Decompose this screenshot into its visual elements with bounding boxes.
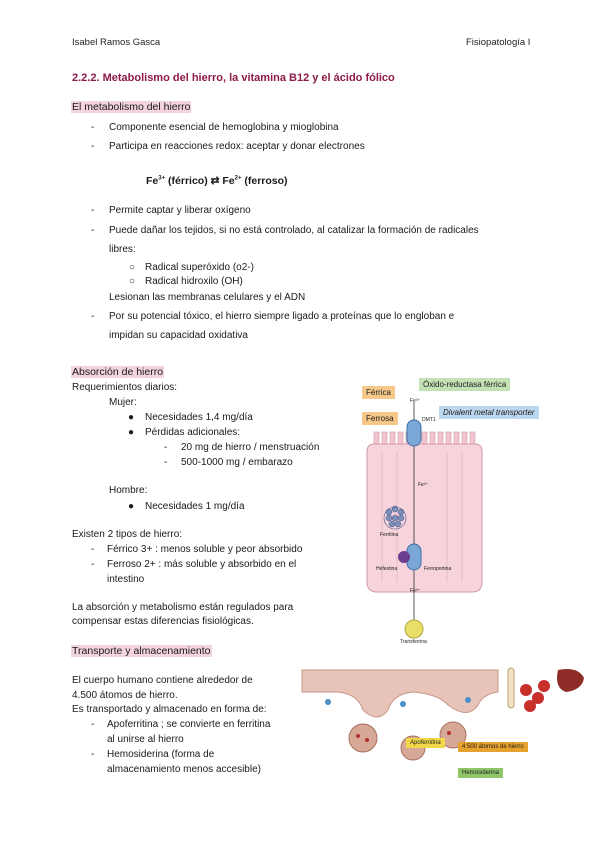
fe3-label: Fe³⁺ — [410, 398, 421, 404]
list-item: 500-1000 mg / embarazo — [181, 457, 293, 468]
hemosiderina-label: Hemosiderina — [458, 768, 503, 778]
header-author: Isabel Ramos Gasca — [72, 37, 161, 48]
dmt-label: Divalent metal transporter — [439, 406, 539, 419]
list-item: Componente esencial de hemoglobina y mioglobina — [109, 122, 339, 133]
ferroportina-label: Ferroportina — [424, 566, 452, 572]
list-item: Ferroso 2+ : más soluble y absorbido en el — [107, 559, 297, 570]
list-item: Férrico 3+ : menos soluble y peor absorbido — [107, 544, 303, 555]
list-item: Hemosiderina (forma de — [107, 749, 215, 760]
atomos-label: 4 500 átomos de hierro — [458, 742, 528, 752]
section-title: 2.2.2. Metabolismo del hierro, la vitamina B12 y el ácido fólico — [72, 72, 395, 84]
transporte-line: El cuerpo humano contiene alrededor de — [72, 675, 253, 686]
dmt1-label: DMT1 — [422, 417, 436, 423]
hombre-label: Hombre: — [109, 485, 148, 496]
heading-metabolismo: El metabolismo del hierro — [72, 101, 191, 113]
conclusion-text: La absorción y metabolismo están regulados para — [72, 602, 294, 613]
list-item: Necesidades 1,4 mg/día — [145, 412, 253, 423]
fe2-label: Fe²⁺ — [418, 482, 429, 488]
req-text: Requerimientos diarios: — [72, 382, 178, 393]
transporte-line: 4.500 átomos de hierro. — [72, 690, 178, 701]
list-item: Por su potencial tóxico, el hierro siempre ligado a proteínas que lo engloban e — [109, 311, 455, 322]
radical-item: Radical hidroxilo (OH) — [145, 276, 243, 287]
transporte-line: Es transportado y almacenado en forma de: — [72, 704, 267, 715]
transferrina-label: Transferrina — [400, 639, 427, 645]
iron-absorption-figure — [352, 372, 537, 647]
lesion-text: Lesionan las membranas celulares y el ADN — [109, 292, 306, 303]
list-item-cont: intestino — [107, 574, 145, 585]
list-item: 20 mg de hierro / menstruación — [181, 442, 320, 453]
list-item: Permite captar y liberar oxígeno — [109, 205, 251, 216]
list-item: Apoferritina ; se convierte en ferritina — [107, 719, 271, 730]
apoferritina-label: Apoferritina — [406, 738, 445, 748]
hefestina-label: Hefestina — [376, 566, 398, 572]
iron-storage-figure — [298, 660, 588, 785]
iron-redox-formula: $Fe^{3+}$ (férrico) ⇄ $Fe^{2+}$ (ferroso) — [146, 175, 288, 187]
fe3b-label: Fe³⁺ — [410, 588, 421, 594]
heading-transporte: Transporte y almacenamiento — [72, 645, 211, 657]
list-item: Pérdidas adicionales: — [145, 427, 241, 438]
conclusion-text: compensar estas diferencias fisiológicas. — [72, 616, 254, 627]
mujer-label: Mujer: — [109, 397, 137, 408]
list-item: Participa en reacciones redox: aceptar y donar electrones — [109, 141, 365, 152]
list-item-cont: impidan su capacidad oxidativa — [109, 330, 248, 341]
oxidoreductasa-label: Óxido-reductasa férrica — [419, 378, 510, 391]
list-item-cont: almacenamiento menos accesible) — [107, 764, 261, 775]
tipos-text: Existen 2 tipos de hierro: — [72, 529, 183, 540]
radical-item: Radical superóxido (o2-) — [145, 262, 254, 273]
list-item-cont: al unirse al hierro — [107, 734, 184, 745]
list-item-cont: libres: — [109, 244, 136, 255]
ferrosa-label: Ferrosa — [362, 412, 398, 425]
header-subject: Fisiopatología I — [466, 37, 531, 48]
ferrica-label: Férrica — [362, 386, 395, 399]
heading-absorcion: Absorción de hierro — [72, 366, 164, 378]
ferritina-label: Ferritina — [380, 532, 399, 538]
list-item: Puede dañar los tejidos, si no está controlado, al catalizar la formación de radicales — [109, 225, 479, 236]
list-item: Necesidades 1 mg/día — [145, 501, 245, 512]
